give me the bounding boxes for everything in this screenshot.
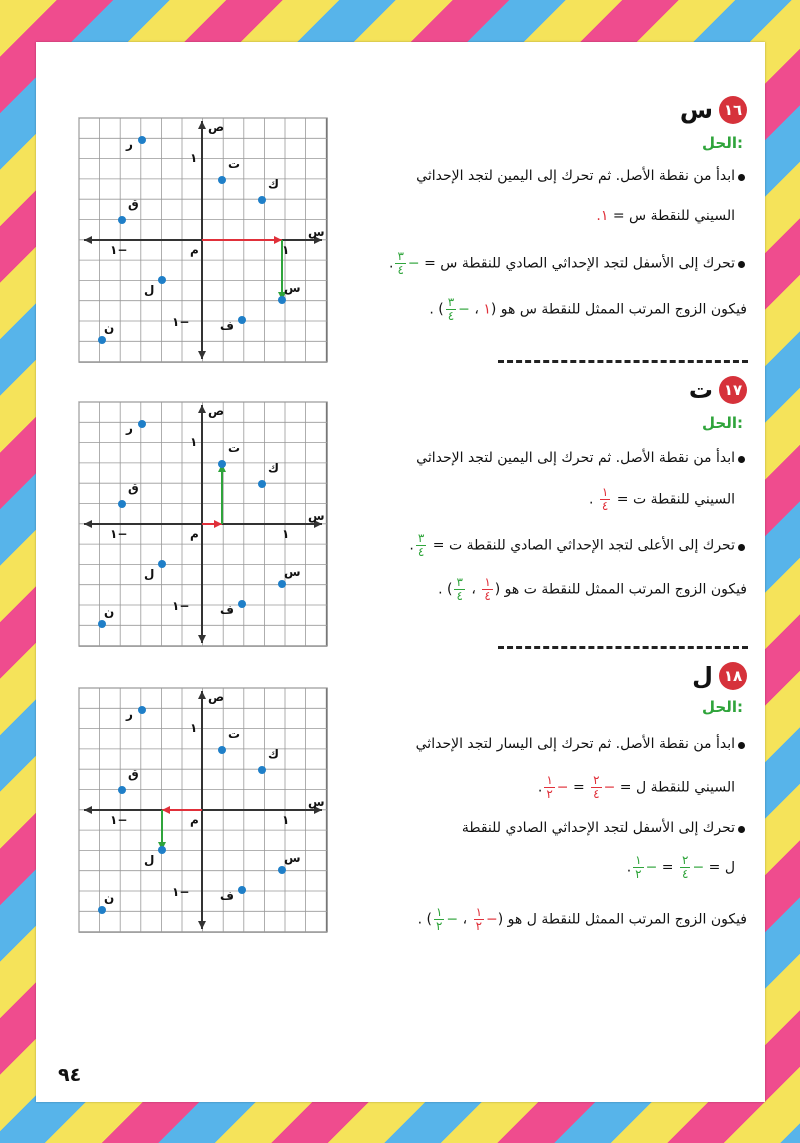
point-l bbox=[158, 846, 166, 854]
bullet bbox=[738, 174, 745, 181]
point-label-q: ق bbox=[128, 197, 139, 211]
point-f bbox=[238, 316, 246, 324]
point-label-f: ف bbox=[220, 603, 234, 617]
tick-label: ١ bbox=[282, 527, 290, 541]
origin-label: م bbox=[190, 527, 199, 541]
point-label-n: ن bbox=[104, 321, 115, 335]
y-axis-label: ص bbox=[208, 120, 225, 134]
point-r bbox=[138, 420, 146, 428]
y-axis-label: ص bbox=[208, 690, 225, 704]
point-q bbox=[118, 216, 126, 224]
page-sheet bbox=[36, 42, 765, 1102]
origin-label: م bbox=[190, 813, 199, 827]
tick-label: ١ bbox=[282, 243, 290, 257]
point-t bbox=[218, 460, 226, 468]
point-label-k: ك bbox=[268, 461, 279, 475]
point-label-r: ر bbox=[126, 421, 133, 435]
point-label-n: ن bbox=[104, 605, 115, 619]
point-k bbox=[258, 480, 266, 488]
point-label-r: ر bbox=[126, 137, 133, 151]
point-label-f: ف bbox=[220, 889, 234, 903]
bullet bbox=[738, 261, 745, 268]
origin-label: م bbox=[190, 243, 199, 257]
bullet bbox=[738, 742, 745, 749]
solution-label-17: الحل: bbox=[702, 414, 743, 432]
p16-line3: تحرك إلى الأسفل لتجد الإحداثي الصادي للنقطة س = − $\frac{٣}{٤}$ . bbox=[389, 249, 735, 277]
point-label-t: ت bbox=[228, 157, 241, 171]
tick-label: ١ bbox=[282, 813, 290, 827]
point-label-q: ق bbox=[128, 767, 139, 781]
problem-16-header bbox=[680, 96, 747, 124]
solution-label-16: الحل: bbox=[702, 134, 743, 152]
tick-label: ١− bbox=[172, 315, 190, 329]
p17-line4: فيكون الزوج المرتب الممثل للنقطة ت هو ( $\frac{١}{٤}$ ، $\frac{٣}{٤}$ ) . bbox=[438, 575, 747, 603]
coordinate-grid-3 bbox=[78, 687, 328, 933]
p18-line5: فيكون الزوج المرتب الممثل للنقطة ل هو (− $\frac{١}{٢}$ ، − $\frac{١}{٢}$ ) . bbox=[417, 905, 747, 933]
point-r bbox=[138, 136, 146, 144]
tick-label: ١− bbox=[172, 599, 190, 613]
point-t bbox=[218, 176, 226, 184]
point-label-k: ك bbox=[268, 177, 279, 191]
point-k bbox=[258, 196, 266, 204]
point-f bbox=[238, 600, 246, 608]
point-k bbox=[258, 766, 266, 774]
tick-label: ١− bbox=[172, 885, 190, 899]
p17-line1: ابدأ من نقطة الأصل. ثم تحرك إلى اليمين لتجد الإحداثي bbox=[416, 450, 735, 466]
point-label-k: ك bbox=[268, 747, 279, 761]
point-s bbox=[278, 580, 286, 588]
x-axis-label: س bbox=[308, 225, 325, 239]
point-label-n: ن bbox=[104, 891, 115, 905]
bullet bbox=[738, 456, 745, 463]
point-r bbox=[138, 706, 146, 714]
point-s bbox=[278, 296, 286, 304]
problem-18-letter: ل bbox=[692, 662, 713, 690]
x-axis-label: س bbox=[308, 509, 325, 523]
tick-label: ١ bbox=[190, 151, 198, 165]
p16-line1: ابدأ من نقطة الأصل. ثم تحرك إلى اليمين لتجد الإحداثي bbox=[416, 168, 735, 184]
point-label-t: ت bbox=[228, 441, 241, 455]
point-n bbox=[98, 336, 106, 344]
point-label-r: ر bbox=[126, 707, 133, 721]
point-label-s: س bbox=[284, 281, 301, 295]
tick-label: ١− bbox=[110, 243, 128, 257]
p18-line2: السيني للنقطة ل = − $\frac{٢}{٤}$ = − $\frac{١}{٢}$ . bbox=[537, 773, 735, 801]
p18-line3: تحرك إلى الأسفل لتجد الإحداثي الصادي للنقطة bbox=[461, 820, 735, 836]
point-t bbox=[218, 746, 226, 754]
point-l bbox=[158, 276, 166, 284]
point-label-s: س bbox=[284, 851, 301, 865]
problem-17-header bbox=[689, 376, 747, 404]
section-divider bbox=[498, 360, 748, 363]
point-label-l: ل bbox=[144, 853, 155, 867]
point-n bbox=[98, 620, 106, 628]
section-divider bbox=[498, 646, 748, 649]
point-q bbox=[118, 786, 126, 794]
point-label-t: ت bbox=[228, 727, 241, 741]
problem-18-header bbox=[692, 662, 747, 690]
problem-16-letter: س bbox=[679, 96, 713, 124]
point-label-s: س bbox=[284, 565, 301, 579]
point-label-f: ف bbox=[220, 319, 234, 333]
p18-line4: ل = − $\frac{٢}{٤}$ = − $\frac{١}{٢}$ . bbox=[626, 853, 735, 881]
tick-label: ١ bbox=[190, 721, 198, 735]
p16-line2: السيني للنقطة س = ١. bbox=[596, 208, 735, 224]
point-label-l: ل bbox=[144, 283, 155, 297]
p17-line2: السيني للنقطة ت = $\frac{١}{٤}$ . bbox=[588, 485, 735, 513]
y-axis-label: ص bbox=[208, 404, 225, 418]
tick-label: ١− bbox=[110, 813, 128, 827]
point-q bbox=[118, 500, 126, 508]
bullet bbox=[738, 544, 745, 551]
point-s bbox=[278, 866, 286, 874]
x-axis-label: س bbox=[308, 795, 325, 809]
problem-17-badge: ١٧ bbox=[719, 376, 747, 404]
coordinate-grid-1 bbox=[78, 117, 328, 363]
problem-17-letter: ت bbox=[688, 376, 713, 404]
point-l bbox=[158, 560, 166, 568]
problem-18-badge: ١٨ bbox=[719, 662, 747, 690]
point-label-l: ل bbox=[144, 567, 155, 581]
page-number: ٩٤ bbox=[58, 1064, 82, 1086]
point-label-q: ق bbox=[128, 481, 139, 495]
point-f bbox=[238, 886, 246, 894]
tick-label: ١ bbox=[190, 435, 198, 449]
tick-label: ١− bbox=[110, 527, 128, 541]
p18-line1: ابدأ من نقطة الأصل. ثم تحرك إلى اليسار لتجد الإحداثي bbox=[415, 736, 735, 752]
bullet bbox=[738, 826, 745, 833]
p17-line3: تحرك إلى الأعلى لتجد الإحداثي الصادي للنقطة ت = $\frac{٣}{٤}$ . bbox=[409, 531, 735, 559]
point-n bbox=[98, 906, 106, 914]
solution-label-18: الحل: bbox=[702, 698, 743, 716]
problem-16-badge: ١٦ bbox=[719, 96, 747, 124]
coordinate-grid-2 bbox=[78, 401, 328, 647]
p16-line4: فيكون الزوج المرتب الممثل للنقطة س هو (١ ، − $\frac{٣}{٤}$ ) . bbox=[429, 295, 747, 323]
